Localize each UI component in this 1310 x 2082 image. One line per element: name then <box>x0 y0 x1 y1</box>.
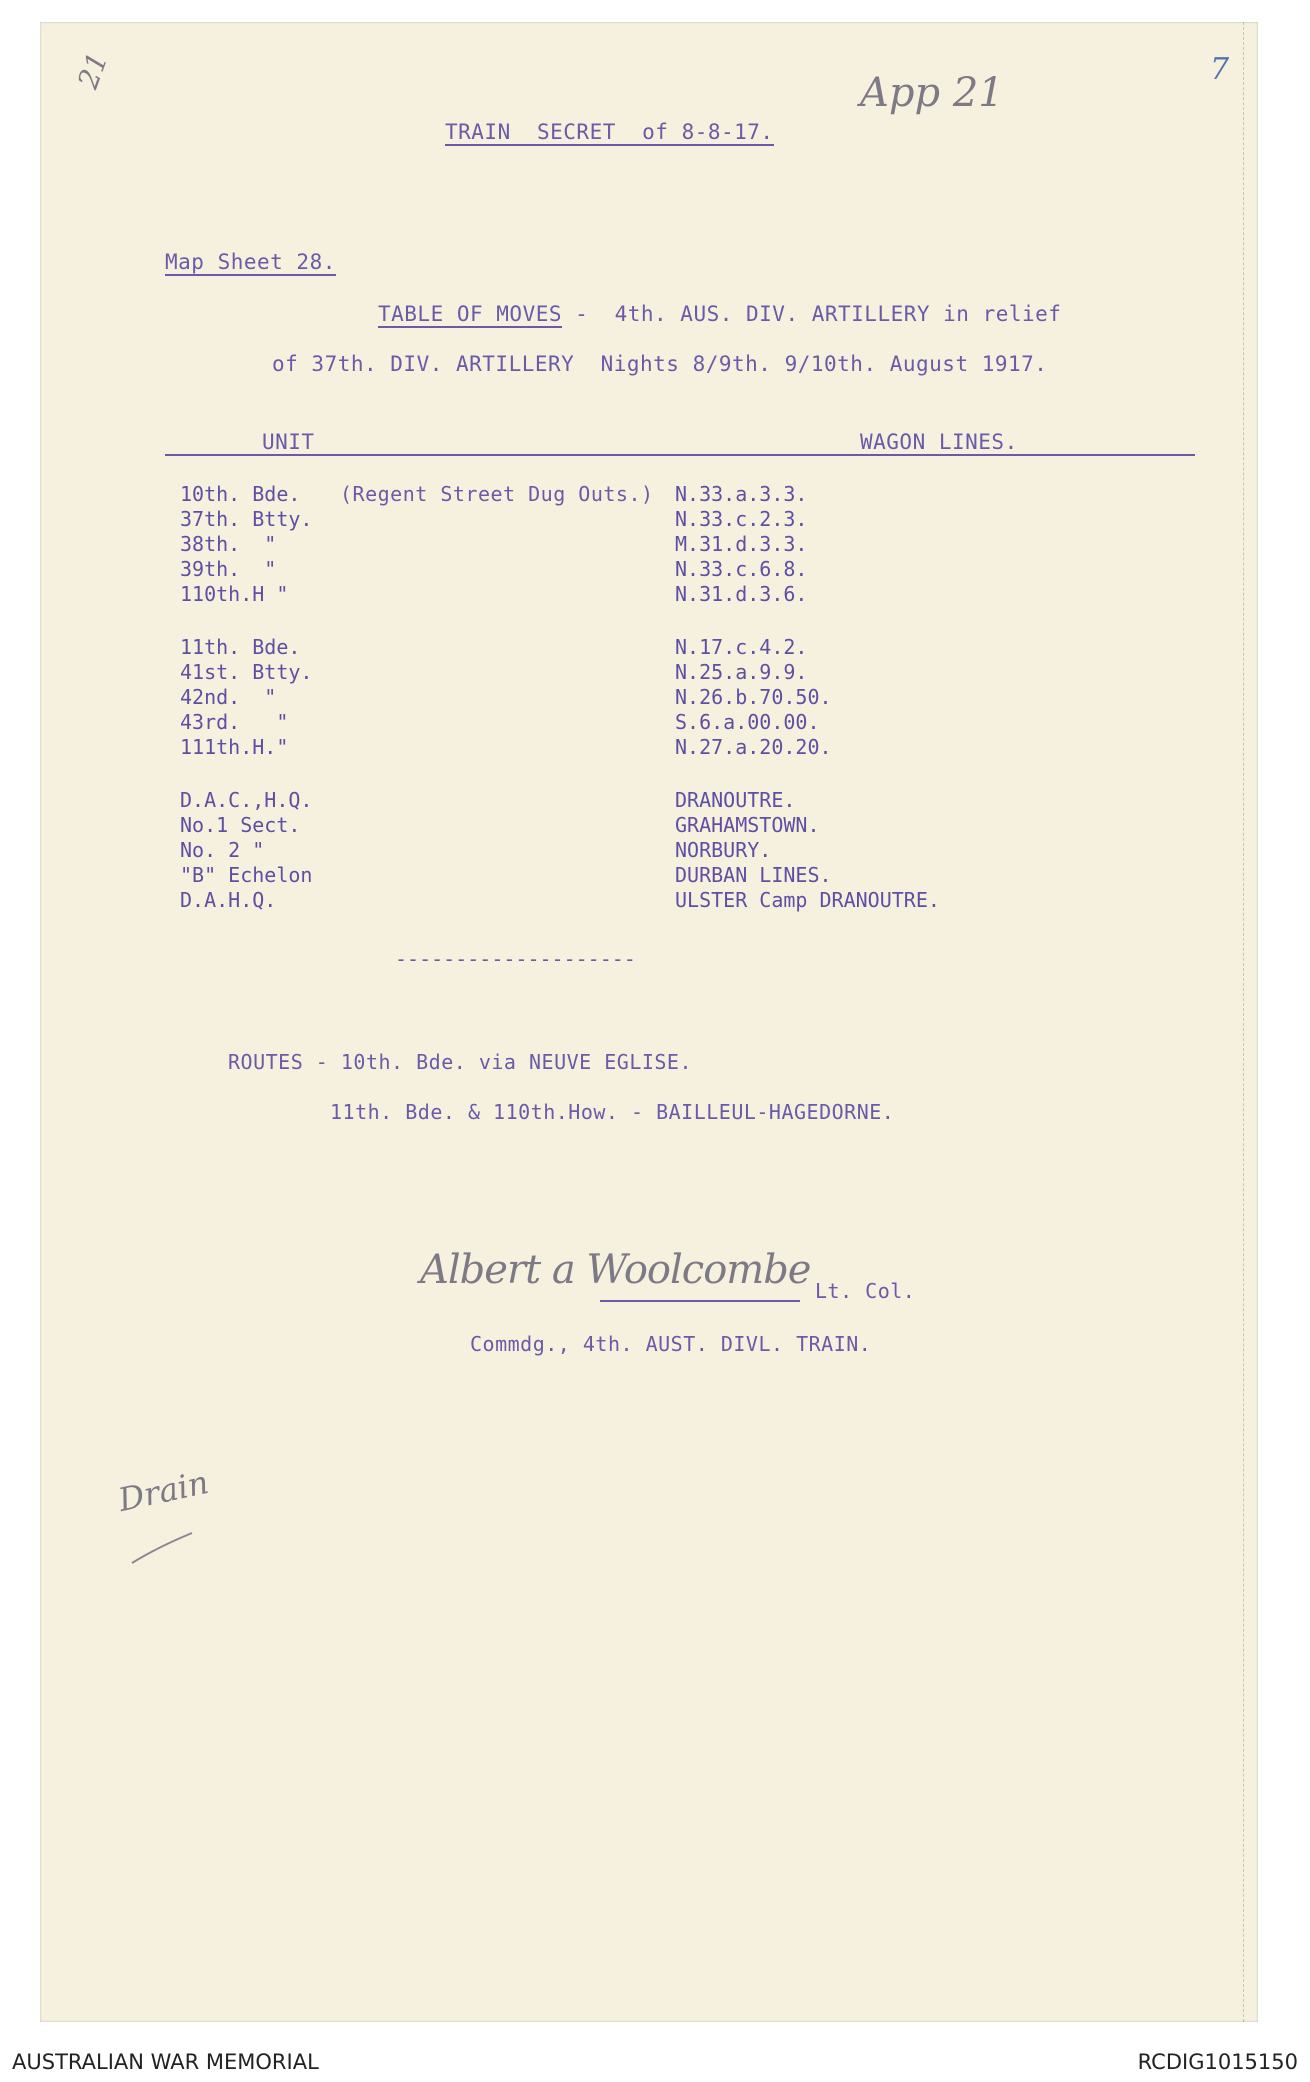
signatory-rank: Lt. Col. <box>815 1279 916 1303</box>
section-separator: -------------------- <box>395 947 636 971</box>
handwritten-note-appendix: App 21 <box>860 70 1004 116</box>
unit-row: 43rd. " <box>180 710 289 734</box>
unit-row: No.1 Sect. <box>180 813 301 837</box>
document-heading: TRAIN SECRET of 8-8-17. <box>445 120 774 144</box>
signature: Albert a Woolcombe <box>420 1247 811 1293</box>
pencil-stroke <box>128 1527 198 1567</box>
unit-row: 37th. Btty. <box>180 507 313 531</box>
title-line-1 <box>378 302 1061 326</box>
column-header-wagon-lines: WAGON LINES. <box>860 430 1018 454</box>
wagon-line-row: DRANOUTRE. <box>675 788 796 812</box>
wagon-line-row: N.17.c.4.2. <box>675 635 808 659</box>
document-page <box>40 22 1258 2022</box>
map-sheet: Map Sheet 28. <box>165 250 336 274</box>
signatory-appointment: Commdg., 4th. AUST. DIVL. TRAIN. <box>470 1332 872 1356</box>
unit-row: 39th. " <box>180 557 277 581</box>
footer-identifier: RCDIG1015150 <box>1137 2050 1298 2074</box>
wagon-line-row: N.31.d.3.6. <box>675 582 808 606</box>
wagon-line-row: S.6.a.00.00. <box>675 710 820 734</box>
title-label: TABLE OF MOVES <box>378 302 563 326</box>
unit-row: 41st. Btty. <box>180 660 313 684</box>
signature-line <box>600 1300 800 1302</box>
unit-row: No. 2 " <box>180 838 265 862</box>
wagon-line-row: NORBURY. <box>675 838 772 862</box>
location-note: (Regent Street Dug Outs.) <box>340 482 654 506</box>
table-header-rule <box>165 454 1195 456</box>
wagon-line-row: GRAHAMSTOWN. <box>675 813 820 837</box>
unit-row: 111th.H." <box>180 735 289 759</box>
wagon-line-row: DURBAN LINES. <box>675 863 832 887</box>
unit-column <box>180 482 312 913</box>
routes-line-1: ROUTES - 10th. Bde. via NEUVE EGLISE. <box>228 1050 693 1074</box>
wagon-line-row: M.31.d.3.3. <box>675 532 808 556</box>
wagon-line-row: ULSTER Camp DRANOUTRE. <box>675 888 940 912</box>
column-header-unit: UNIT <box>262 430 315 454</box>
unit-row: D.A.H.Q. <box>180 888 277 912</box>
title-line-2: of 37th. DIV. ARTILLERY Nights 8/9th. 9/10th. August 1917. <box>272 352 1048 376</box>
routes-line-2: 11th. Bde. & 110th.How. - BAILLEUL-HAGEDORNE. <box>330 1100 895 1124</box>
wagon-line-row: N.27.a.20.20. <box>675 735 832 759</box>
wagon-lines-column <box>675 482 940 913</box>
wagon-line-row: N.25.a.9.9. <box>675 660 808 684</box>
handwritten-page-number: 7 <box>1210 52 1230 87</box>
unit-row: "B" Echelon <box>180 863 313 887</box>
unit-row: 11th. Bde. <box>180 635 301 659</box>
wagon-line-row: N.33.c.2.3. <box>675 507 808 531</box>
wagon-line-row: N.33.a.3.3. <box>675 482 808 506</box>
unit-row: 42nd. " <box>180 685 277 709</box>
unit-row: 38th. " <box>180 532 277 556</box>
wagon-line-row: N.33.c.6.8. <box>675 557 808 581</box>
footer-institution: AUSTRALIAN WAR MEMORIAL <box>12 2050 319 2074</box>
wagon-line-row: N.26.b.70.50. <box>675 685 832 709</box>
handwritten-note-lower-left: Drain <box>115 1462 212 1520</box>
unit-row: 10th. Bde. <box>180 482 301 506</box>
title-rest: - 4th. AUS. DIV. ARTILLERY in relief <box>562 302 1062 326</box>
unit-row: D.A.C.,H.Q. <box>180 788 313 812</box>
unit-row: 110th.H " <box>180 582 289 606</box>
handwritten-note-top-left: 21 <box>71 48 115 93</box>
